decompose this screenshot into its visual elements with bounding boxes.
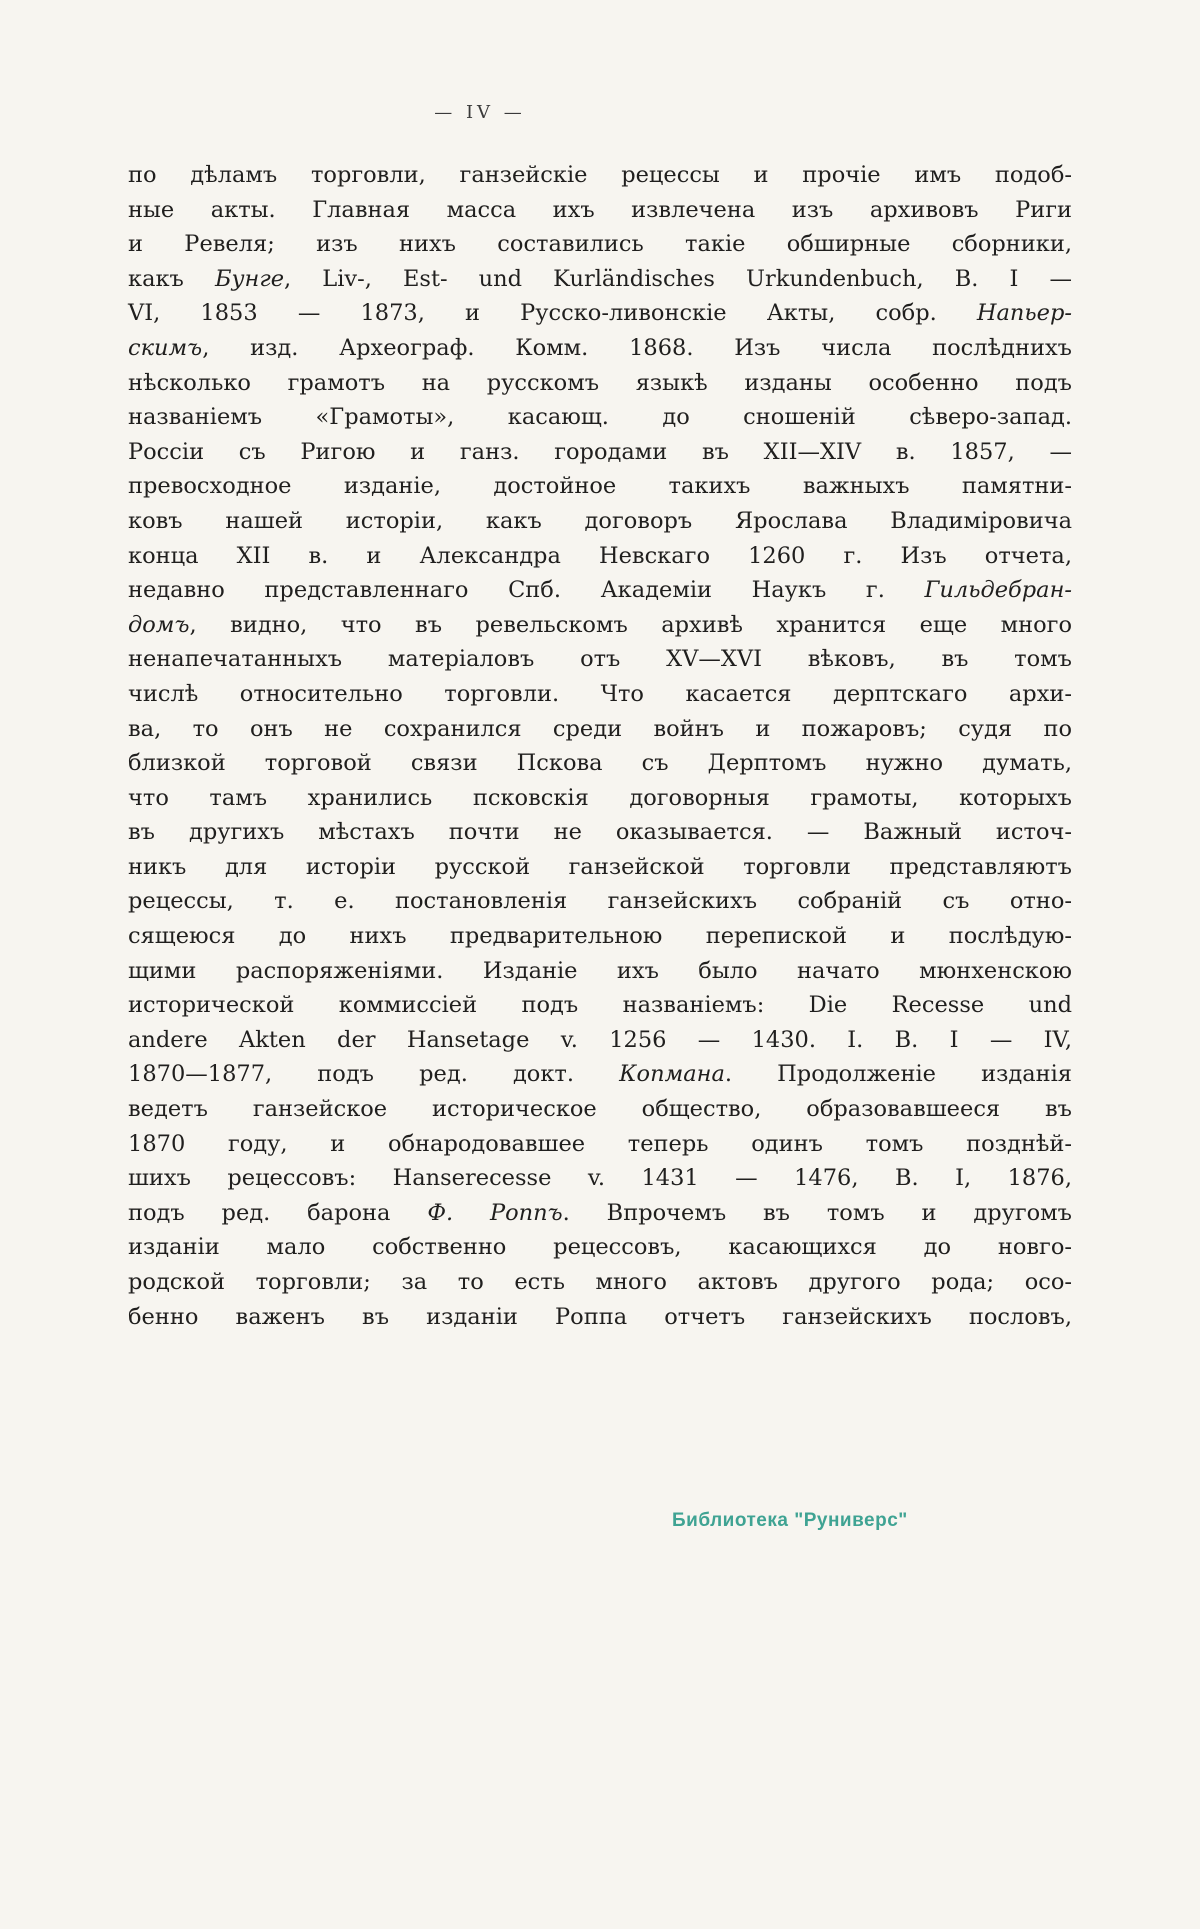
text-line <box>128 227 1072 262</box>
text-segment: , видно, что въ ревельскомъ архивѣ хранится еще много <box>189 611 1072 638</box>
text-line <box>128 1161 1072 1196</box>
text-segment: конца XII в. и Александра Невскаго 1260 г. Изъ отчета, <box>128 542 1072 569</box>
italic-text-segment: Напьер- <box>976 300 1072 327</box>
text-segment: ва, то онъ не сохранился среди войнъ и пожаровъ; судя по <box>128 715 1072 742</box>
italic-text-segment: скимъ <box>128 334 203 361</box>
text-segment: . Впрочемъ въ томъ и другомъ <box>562 1199 1072 1226</box>
italic-text-segment: Ф. Роппъ <box>427 1199 563 1226</box>
text-segment: подъ ред. барона <box>128 1199 428 1226</box>
text-line <box>128 193 1072 228</box>
text-segment: VI, 1853 — 1873, и Русско-ливонскіе Акты, собр. <box>128 300 977 327</box>
text-segment: по дѣламъ торговли, ганзейскіе рецессы и прочіе имъ подоб- <box>128 162 1072 188</box>
text-line <box>128 1230 1072 1265</box>
text-line <box>128 815 1072 850</box>
text-line <box>128 608 1072 643</box>
text-line <box>128 331 1072 366</box>
text-segment: что тамъ хранились псковскія договорныя грамоты, которыхъ <box>128 784 1072 811</box>
text-line <box>128 400 1072 435</box>
text-line <box>128 919 1072 954</box>
text-segment: ведетъ ганзейское историческое общество, образовавшееся въ <box>128 1096 1072 1123</box>
text-line <box>128 988 1072 1023</box>
italic-text-segment: домъ <box>128 611 190 638</box>
text-segment: бенно важенъ въ изданіи Роппа отчетъ ганзейскихъ пословъ, <box>128 1303 1072 1330</box>
text-segment: недавно представленнаго Спб. Академіи Наукъ г. <box>128 577 925 604</box>
text-segment: ковъ нашей исторіи, какъ договоръ Ярослава Владиміровича <box>128 507 1072 534</box>
text-segment: 1870—1877, подъ ред. докт. <box>128 1061 620 1088</box>
text-line <box>128 1127 1072 1162</box>
text-segment: ненапечатанныхъ матеріаловъ отъ XV—XVI вѣковъ, въ томъ <box>128 646 1072 673</box>
page-body <box>128 158 1072 1334</box>
text-segment: рецессы, т. е. постановленія ганзейскихъ собраній съ отно- <box>128 888 1072 915</box>
text-segment: ные акты. Главная масса ихъ извлечена изъ архивовъ Риги <box>128 196 1072 223</box>
text-line <box>128 469 1072 504</box>
text-line <box>128 262 1072 297</box>
text-line <box>128 1092 1072 1127</box>
text-line <box>128 954 1072 989</box>
text-segment: сящеюся до нихъ предварительною перепиской и послѣдую- <box>128 923 1072 950</box>
text-segment: числѣ относительно торговли. Что касается дерптскаго архи- <box>128 680 1072 707</box>
text-segment: andere Akten der Hansetage v. 1256 — 1430. I. B. I — IV, <box>128 1026 1072 1053</box>
text-line <box>128 296 1072 331</box>
text-segment: . Продолженіе изданія <box>724 1061 1072 1088</box>
text-segment: названіемъ «Грамоты», касающ. до сношеній сѣверо-запад. <box>128 404 1072 431</box>
text-line <box>128 573 1072 608</box>
text-line <box>128 435 1072 470</box>
text-segment: какъ <box>128 265 215 292</box>
text-segment: Россіи съ Ригою и ганз. городами въ XII—XIV в. 1857, — <box>128 438 1072 465</box>
text-segment: превосходное изданіе, достойное такихъ важныхъ памятни- <box>128 473 1072 500</box>
italic-text-segment: Гильдебран- <box>924 577 1072 604</box>
text-line <box>128 642 1072 677</box>
text-line <box>128 1057 1072 1092</box>
text-line <box>128 158 1072 193</box>
text-line <box>128 850 1072 885</box>
text-line <box>128 539 1072 574</box>
text-segment: никъ для исторіи русской ганзейской торговли представляютъ <box>128 853 1072 880</box>
text-segment: изданіи мало собственно рецессовъ, касающихся до новго- <box>128 1234 1072 1261</box>
text-line <box>128 677 1072 712</box>
text-line <box>128 1023 1072 1058</box>
text-line <box>128 504 1072 539</box>
text-segment: и Ревеля; изъ нихъ составились такіе обширные сборники, <box>128 231 1072 258</box>
text-line <box>128 746 1072 781</box>
text-segment: близкой торговой связи Пскова съ Дерптомъ нужно думать, <box>128 750 1072 777</box>
italic-text-segment: Бунге <box>214 265 285 292</box>
text-line <box>128 1300 1072 1335</box>
text-segment: , Liv-, Est- und Kurländisches Urkundenbuch, B. I — <box>284 265 1072 292</box>
text-segment: въ другихъ мѣстахъ почти не оказывается. — Важный источ- <box>128 819 1072 846</box>
text-segment: 1870 году, и обнародовавшее теперь одинъ томъ позднѣй- <box>128 1130 1072 1157</box>
text-line <box>128 1265 1072 1300</box>
text-segment: щими распоряженіями. Изданіе ихъ было начато мюнхенскою <box>128 957 1072 984</box>
text-line <box>128 781 1072 816</box>
text-line <box>128 1196 1072 1231</box>
text-segment: шихъ рецессовъ: Hanserecesse v. 1431 — 1476, B. I, 1876, <box>128 1165 1072 1192</box>
text-line <box>128 712 1072 747</box>
text-line <box>128 884 1072 919</box>
text-segment: исторической коммиссіей подъ названіемъ: Die Recesse und <box>128 992 1072 1019</box>
text-line <box>128 366 1072 401</box>
page-number-header: — IV — <box>434 102 526 123</box>
text-segment: , изд. Археограф. Комм. 1868. Изъ числа послѣднихъ <box>202 334 1072 361</box>
italic-text-segment: Копмана <box>619 1061 725 1088</box>
text-segment: родской торговли; за то есть много актовъ другого рода; осо- <box>128 1269 1072 1295</box>
library-watermark: Библиотека "Руниверс" <box>672 1510 908 1531</box>
text-segment: нѣсколько грамотъ на русскомъ языкѣ изданы особенно подъ <box>128 369 1072 396</box>
